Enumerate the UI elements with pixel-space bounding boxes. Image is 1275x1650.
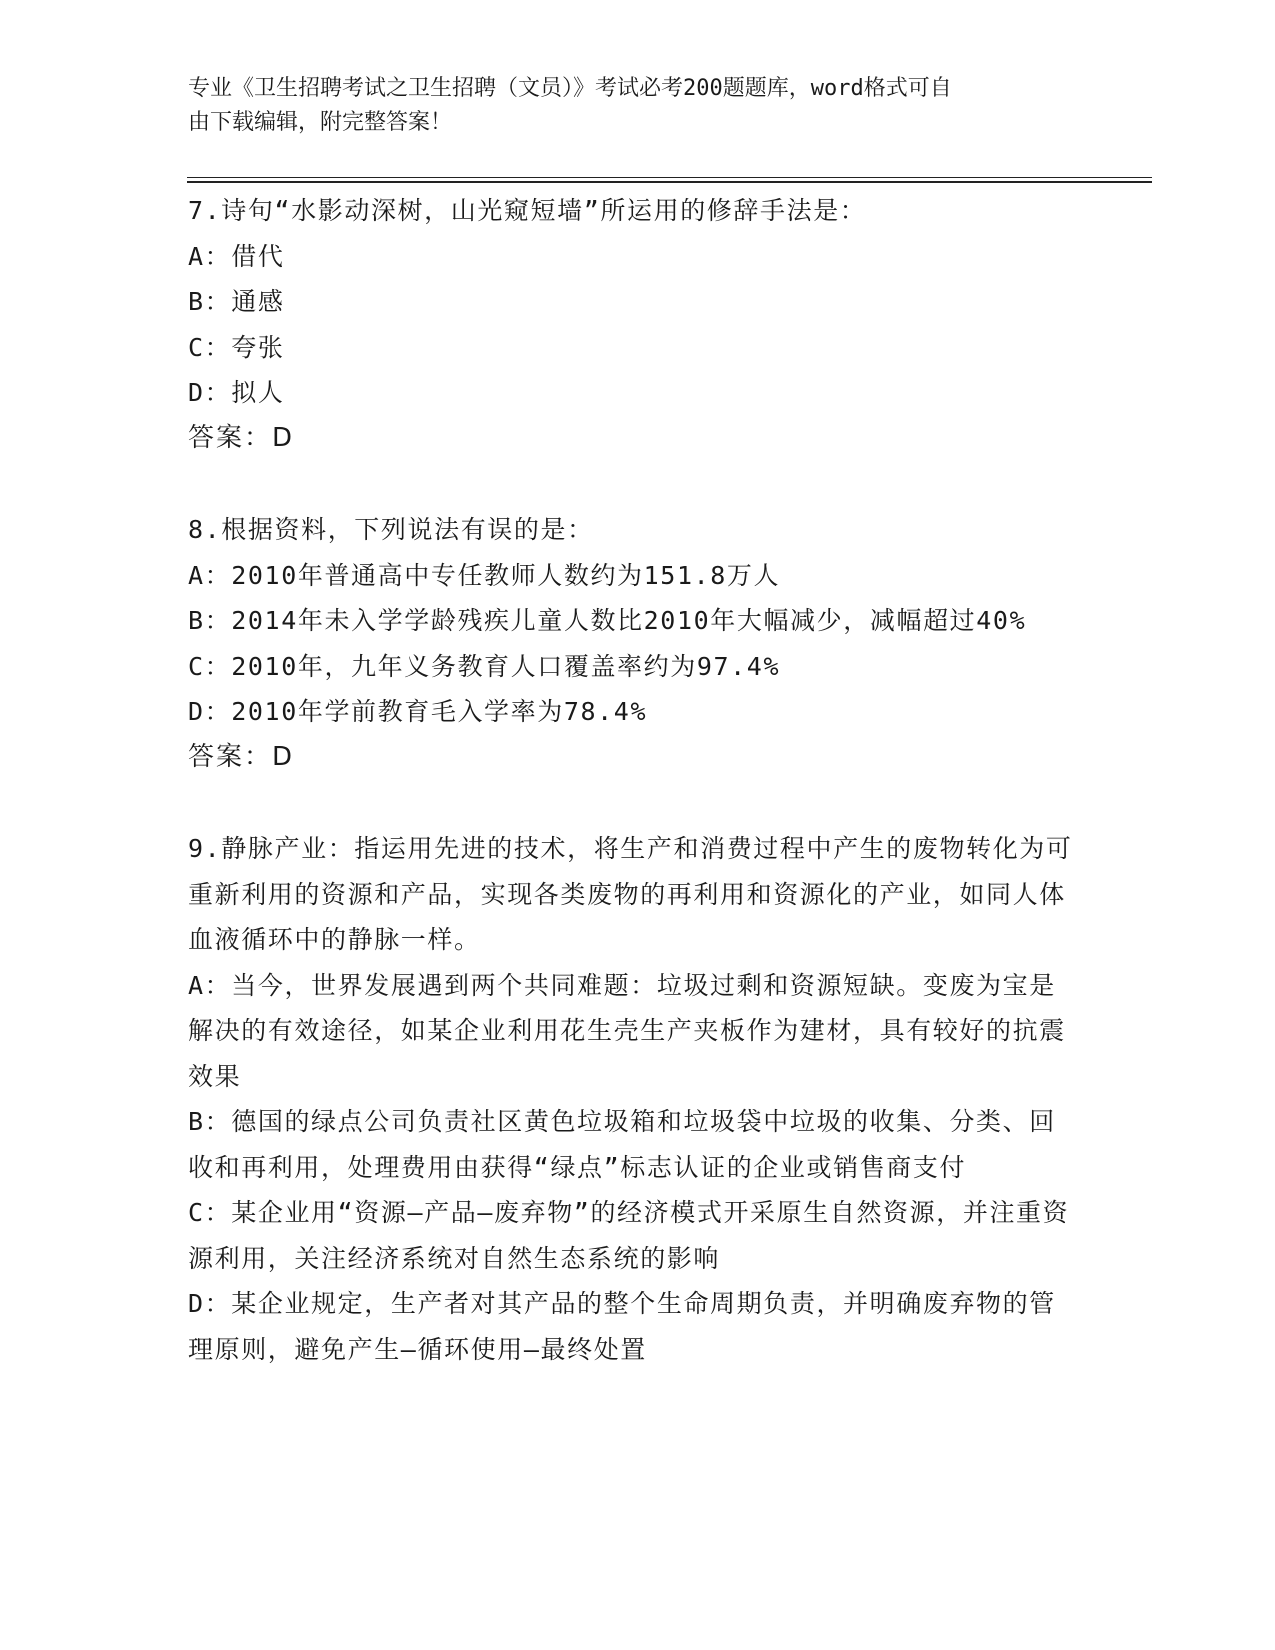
header-divider-thick [187,181,1152,183]
option-c: C：2010年，九年义务教育人口覆盖率约为97.4% [188,651,781,681]
question-text: 8.根据资料，下列说法有误的是： [188,515,594,544]
option-d: D：拟人 [188,378,285,407]
option-a: A：2010年普通高中专任教师人数约为151.8万人 [188,560,781,590]
question-spacer [188,461,1078,507]
question-text: 9.静脉产业：指运用先进的技术，将生产和消费过程中产生的废物转化为可重新利用的资源和产品，实现各类废物的再利用和资源化的产业，如同人体血液循环中的静脉一样。 [188,834,1073,954]
answer-line: 答案：D [188,741,295,772]
option-c: C：夸张 [188,332,285,362]
question-8 [188,507,1078,780]
option-a: A：当今，世界发展遇到两个共同难题：垃圾过剩和资源短缺。变废为宝是解决的有效途径，如某企业利用花生壳生产夹板作为建材，具有较好的抗震效果 [188,970,1066,1091]
question-text: 7.诗句“水影动深树，山光窥短墙”所运用的修辞手法是： [188,196,867,225]
questions-list [188,188,1078,1372]
question-7 [188,188,1078,461]
answer-line: 答案：D [188,422,295,453]
header-line-1: 专业《卫生招聘考试之卫生招聘（文员）》考试必考200题题库，word格式可自 [188,76,952,101]
question-spacer [188,780,1078,826]
option-b: B：德国的绿点公司负责社区黄色垃圾箱和垃圾袋中垃圾的收集、分类、回收和再利用，处理费用由获得“绿点”标志认证的企业或销售商支付 [188,1107,1056,1182]
header-line-2: 由下载编辑，附完整答案！ [188,110,453,135]
header-divider-thin [187,177,1152,178]
document-header [188,72,1068,140]
option-d: D：某企业规定，生产者对其产品的整个生命周期负责，并明确废弃物的管理原则，避免产生—循环使用—最终处置 [188,1289,1056,1364]
option-c: C：某企业用“资源—产品—废弃物”的经济模式开采原生自然资源，并注重资源利用，关注经济系统对自然生态系统的影响 [188,1198,1070,1273]
option-b: B：通感 [188,287,285,316]
option-a: A：借代 [188,241,285,271]
option-b: B：2014年未入学学龄残疾儿童人数比2010年大幅减少，减幅超过40% [188,606,1027,635]
option-d: D：2010年学前教育毛入学率为78.4% [188,697,648,726]
question-9 [188,826,1078,1372]
